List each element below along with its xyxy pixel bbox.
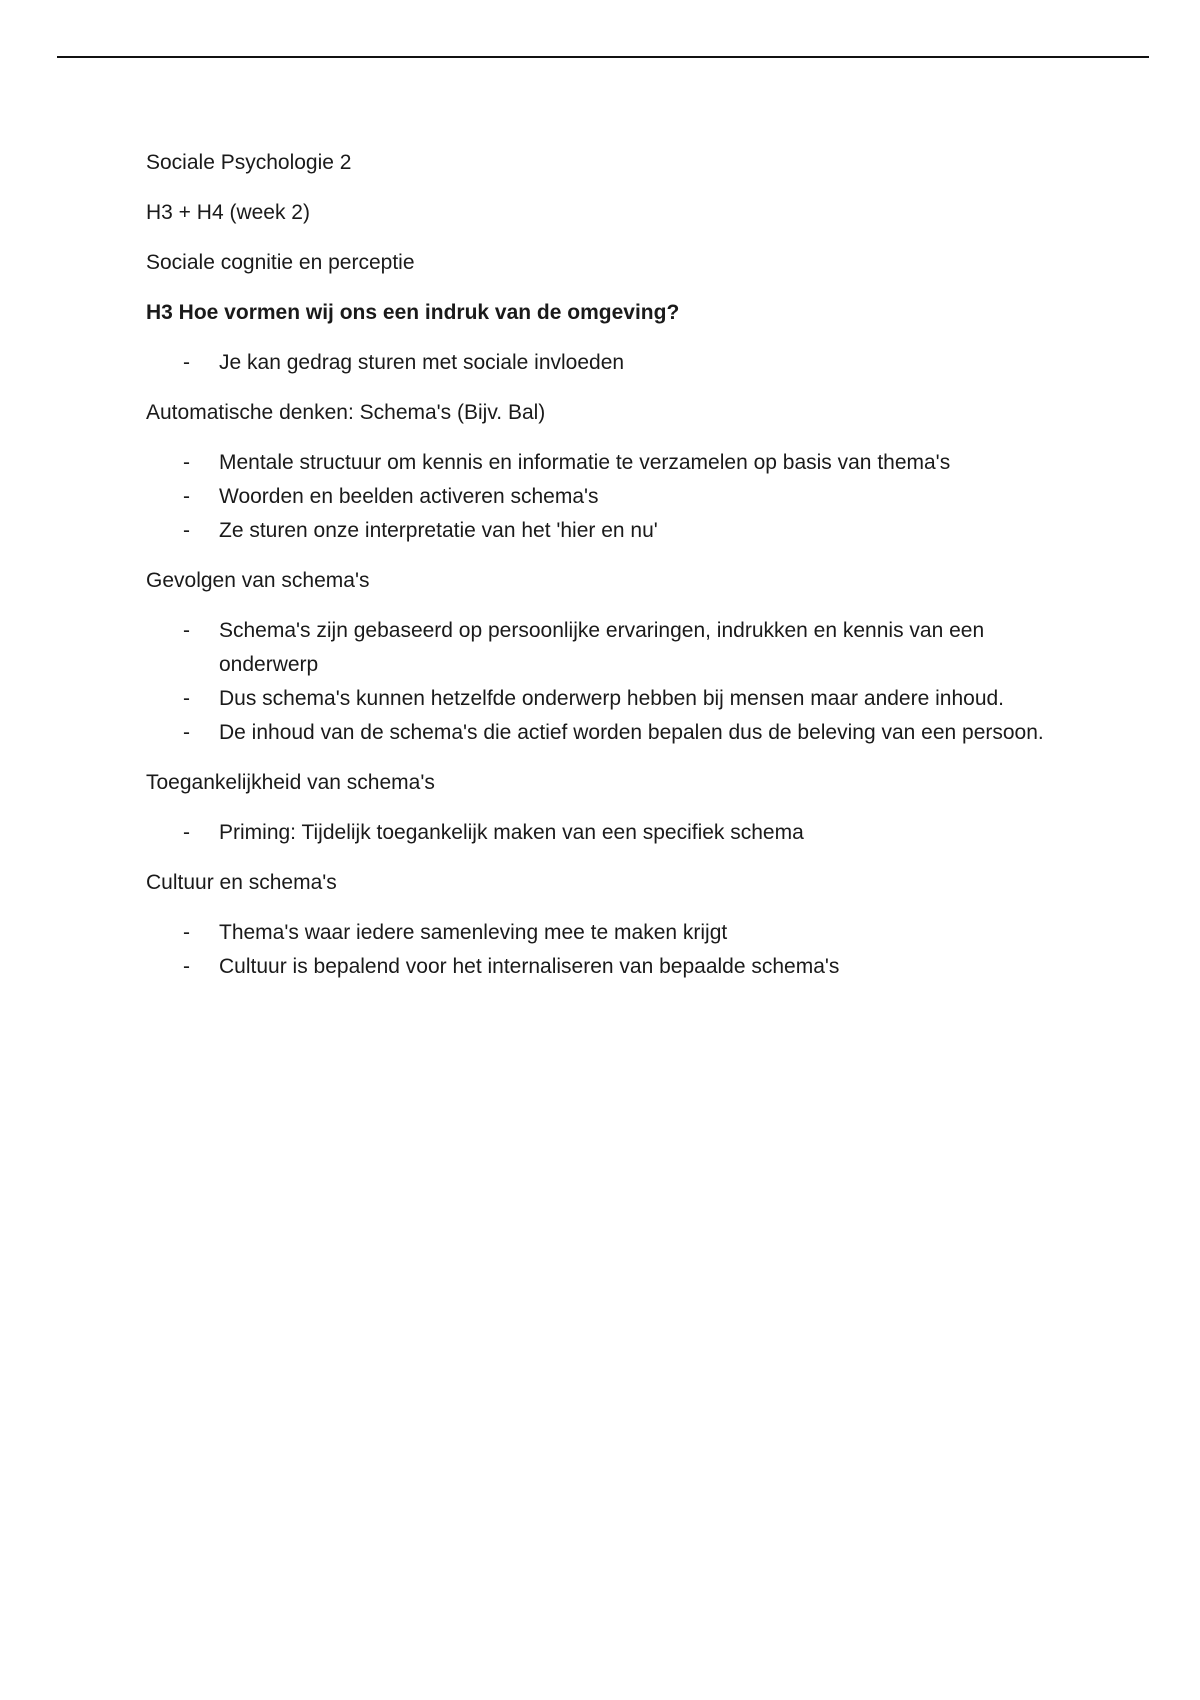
bullet-dash: -	[183, 451, 190, 474]
bullet-dash: -	[183, 921, 190, 944]
consequences-bullet-list	[146, 614, 1076, 750]
week-label: H3 + H4 (week 2)	[146, 201, 310, 224]
list-item-text: Thema's waar iedere samenleving mee te maken krijgt	[219, 921, 728, 944]
document-body	[146, 146, 1076, 1000]
list-item	[146, 682, 1076, 716]
bullet-dash: -	[183, 619, 190, 642]
bullet-dash: -	[183, 485, 190, 508]
document-subtitle: Sociale cognitie en perceptie	[146, 251, 415, 274]
list-item-text: Mentale structuur om kennis en informatie te verzamelen op basis van thema's	[219, 451, 951, 474]
list-item-text: Priming: Tijdelijk toegankelijk maken van een specifiek schema	[219, 821, 804, 844]
section-heading-culture: Cultuur en schema's	[146, 871, 337, 894]
list-item-text: Schema's zijn gebaseerd op persoonlijke ervaringen, indrukken en kennis van een onderwerp	[219, 619, 985, 676]
list-item-text: Ze sturen onze interpretatie van het 'hier en nu'	[219, 519, 658, 542]
list-item-text: Cultuur is bepalend voor het internaliseren van bepaalde schema's	[219, 955, 840, 978]
chapter-heading: H3 Hoe vormen wij ons een indruk van de omgeving?	[146, 301, 680, 324]
list-item	[146, 346, 1076, 380]
list-item	[146, 816, 1076, 850]
bullet-dash: -	[183, 687, 190, 710]
list-item-text: Je kan gedrag sturen met sociale invloeden	[219, 351, 625, 374]
list-item-text: Dus schema's kunnen hetzelfde onderwerp hebben bij mensen maar andere inhoud.	[219, 687, 1005, 710]
culture-bullet-list	[146, 916, 1076, 984]
accessibility-bullet-list	[146, 816, 1076, 850]
list-item	[146, 716, 1076, 750]
bullet-dash: -	[183, 821, 190, 844]
bullet-dash: -	[183, 721, 190, 744]
list-item	[146, 514, 1076, 548]
bullet-dash: -	[183, 955, 190, 978]
list-item	[146, 950, 1076, 984]
header-rule	[57, 56, 1149, 58]
list-item-text: Woorden en beelden activeren schema's	[219, 485, 599, 508]
list-item-text: De inhoud van de schema's die actief worden bepalen dus de beleving van een persoon.	[219, 721, 1044, 744]
automatic-thinking-bullet-list	[146, 446, 1076, 548]
document-title: Sociale Psychologie 2	[146, 151, 352, 174]
list-item	[146, 614, 1076, 682]
list-item	[146, 480, 1076, 514]
intro-bullet-list	[146, 346, 1076, 380]
bullet-dash: -	[183, 519, 190, 542]
list-item	[146, 446, 1076, 480]
bullet-dash: -	[183, 351, 190, 374]
list-item	[146, 916, 1076, 950]
section-heading-consequences: Gevolgen van schema's	[146, 569, 370, 592]
section-heading-accessibility: Toegankelijkheid van schema's	[146, 771, 435, 794]
section-heading-automatic-thinking: Automatische denken: Schema's (Bijv. Bal)	[146, 401, 546, 424]
